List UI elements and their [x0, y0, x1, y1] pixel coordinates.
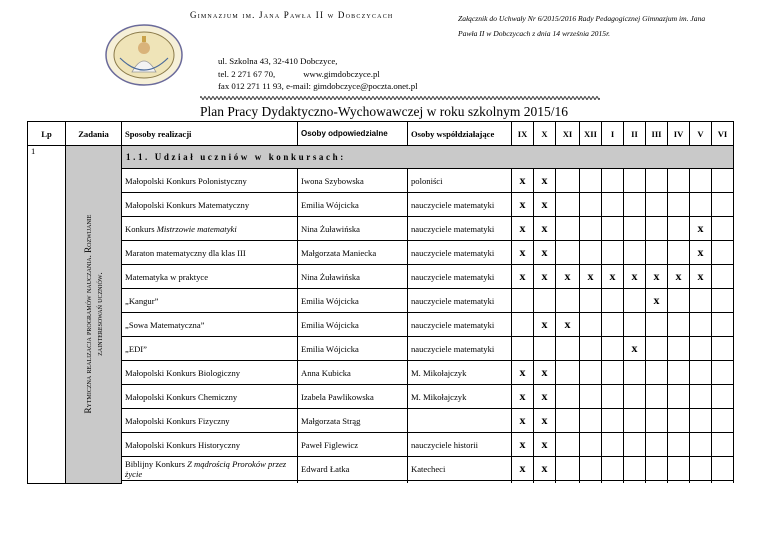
month-cell-IX: x	[512, 457, 534, 481]
sposob-emphasis: Z mądrością Proroków przez życie	[125, 458, 287, 479]
month-cell-VI	[712, 193, 734, 217]
sposob-cell	[122, 289, 298, 313]
odpowiedzialny-cell: Małgorzata Maniecka	[298, 241, 408, 265]
month-cell-X	[534, 337, 556, 361]
month-cell-II	[624, 409, 646, 433]
month-cell-IV: x	[668, 265, 690, 289]
month-cell-X: x	[534, 457, 556, 481]
wspoldzialajacy-cell: nauczyciele matematyki	[408, 193, 512, 217]
month-cell-I	[602, 289, 624, 313]
month-cell-IV	[668, 289, 690, 313]
month-cell-XII	[580, 457, 602, 481]
month-cell-XI	[556, 433, 580, 457]
month-cell-II	[624, 289, 646, 313]
month-cell-I	[602, 169, 624, 193]
sposob-cell	[122, 361, 298, 385]
sposob-text: Maraton matematyczny dla klas III	[125, 247, 246, 258]
month-cell-XII	[580, 289, 602, 313]
website-link[interactable]: www.gimdobczyce.pl	[303, 68, 380, 79]
month-cell-IX: x	[512, 361, 534, 385]
sposob-text: Małopolski Konkurs Biologiczny	[125, 367, 241, 378]
sposob-cell	[122, 337, 298, 361]
month-cell-X: x	[534, 433, 556, 457]
empty-cell	[580, 481, 602, 484]
zadania-cell	[66, 146, 122, 484]
sposob-text: Małopolski Konkurs Chemiczny	[125, 391, 238, 402]
month-cell-V	[690, 193, 712, 217]
empty-cell	[690, 481, 712, 484]
month-cell-V: x	[690, 217, 712, 241]
month-cell-V: x	[690, 265, 712, 289]
odpowiedzialny-cell: Emilia Wójcicka	[298, 313, 408, 337]
sposob-cell	[122, 313, 298, 337]
table-row	[28, 385, 734, 409]
section-row	[28, 146, 734, 169]
month-cell-VI	[712, 241, 734, 265]
empty-cell	[408, 481, 512, 484]
month-cell-XII	[580, 241, 602, 265]
odpowiedzialny-cell: Izabela Pawlikowska	[298, 385, 408, 409]
sposob-cell	[122, 217, 298, 241]
month-cell-XI	[556, 385, 580, 409]
month-cell-II	[624, 385, 646, 409]
empty-cell	[512, 481, 534, 484]
sposob-cell	[122, 169, 298, 193]
month-cell-II	[624, 313, 646, 337]
month-cell-XI: x	[556, 265, 580, 289]
month-cell-III	[646, 241, 668, 265]
odpowiedzialny-cell: Emilia Wójcicka	[298, 337, 408, 361]
month-cell-I	[602, 217, 624, 241]
month-cell-XI	[556, 241, 580, 265]
month-cell-XII	[580, 385, 602, 409]
month-cell-I	[602, 193, 624, 217]
month-cell-V	[690, 361, 712, 385]
header-month: XII	[580, 122, 602, 146]
month-cell-IV	[668, 457, 690, 481]
empty-cell	[712, 481, 734, 484]
month-cell-III: x	[646, 265, 668, 289]
table-row	[28, 265, 734, 289]
month-cell-XI	[556, 361, 580, 385]
fax-email: fax 012 271 11 93, e-mail: gimdobczyce@poczta.onet.pl	[218, 81, 418, 91]
month-cell-IX	[512, 313, 534, 337]
month-cell-VI	[712, 169, 734, 193]
month-cell-II	[624, 169, 646, 193]
header-odpowiedzialne: Osoby odpowiedzialne	[298, 122, 408, 146]
empty-cell	[668, 481, 690, 484]
month-cell-III	[646, 385, 668, 409]
month-cell-XII	[580, 361, 602, 385]
month-cell-VI	[712, 433, 734, 457]
odpowiedzialny-cell: Emilia Wójcicka	[298, 289, 408, 313]
wspoldzialajacy-cell: nauczyciele matematyki	[408, 241, 512, 265]
wspoldzialajacy-cell: nauczyciele historii	[408, 433, 512, 457]
wspoldzialajacy-cell: nauczyciele matematyki	[408, 337, 512, 361]
month-cell-III	[646, 361, 668, 385]
month-cell-III	[646, 337, 668, 361]
month-cell-XII	[580, 169, 602, 193]
month-cell-I	[602, 361, 624, 385]
month-cell-VI	[712, 361, 734, 385]
month-cell-X: x	[534, 241, 556, 265]
wspoldzialajacy-cell	[408, 409, 512, 433]
zadania-line-1: Rytmiczna realizacja programów nauczania. Rozwijanie	[82, 214, 93, 414]
odpowiedzialny-cell: Nina Żuławińska	[298, 217, 408, 241]
month-cell-II: x	[624, 265, 646, 289]
sposob-text: Małopolski Konkurs Historyczny	[125, 439, 241, 450]
table-row	[28, 289, 734, 313]
month-cell-II	[624, 217, 646, 241]
sposob-cell	[122, 409, 298, 433]
annex-note	[458, 11, 758, 41]
annex-line-2: Pawła II w Dobczycach z dnia 14 września 2015r.	[458, 29, 611, 38]
odpowiedzialny-cell: Edward Łatka	[298, 457, 408, 481]
month-cell-X: x	[534, 217, 556, 241]
sposob-text: „Sowa Matematyczna”	[125, 319, 205, 330]
month-cell-I	[602, 337, 624, 361]
month-cell-IV	[668, 193, 690, 217]
month-cell-IV	[668, 385, 690, 409]
header-wspoldzialajace: Osoby współdziałające	[408, 122, 512, 146]
sposob-cell	[122, 241, 298, 265]
month-cell-V	[690, 289, 712, 313]
month-cell-V	[690, 313, 712, 337]
address-block	[218, 55, 418, 93]
month-cell-XI	[556, 169, 580, 193]
month-cell-X: x	[534, 385, 556, 409]
month-cell-XII: x	[580, 265, 602, 289]
header-month: II	[624, 122, 646, 146]
sposob-text: Konkurs	[125, 223, 157, 234]
empty-cell	[122, 481, 298, 484]
month-cell-IV	[668, 337, 690, 361]
month-cell-IX: x	[512, 169, 534, 193]
month-cell-XII	[580, 193, 602, 217]
month-cell-I	[602, 241, 624, 265]
month-cell-III	[646, 169, 668, 193]
sposob-cell	[122, 385, 298, 409]
month-cell-XI	[556, 337, 580, 361]
zadania-line-2: zainteresowań uczniów.	[93, 272, 104, 357]
month-cell-X: x	[534, 409, 556, 433]
annex-line-1: Załącznik do Uchwały Nr 6/2015/2016 Rady Pedagogicznej Gimnazjum im. Jana	[458, 14, 706, 23]
header-month: I	[602, 122, 624, 146]
sposob-text: Biblijny Konkurs	[125, 458, 188, 469]
wspoldzialajacy-cell: Katecheci	[408, 457, 512, 481]
sposob-text: Matematyka w praktyce	[125, 271, 209, 282]
month-cell-IX: x	[512, 433, 534, 457]
month-cell-IV	[668, 361, 690, 385]
wspoldzialajacy-cell: nauczyciele matematyki	[408, 265, 512, 289]
wavy-divider	[200, 95, 600, 101]
school-name: Gimnazjum im. Jana Pawła II w Dobczycach	[190, 10, 394, 20]
header-month: VI	[712, 122, 734, 146]
month-cell-III: x	[646, 289, 668, 313]
month-cell-III	[646, 457, 668, 481]
month-cell-IV	[668, 217, 690, 241]
month-cell-X: x	[534, 193, 556, 217]
month-cell-III	[646, 313, 668, 337]
empty-cell	[556, 481, 580, 484]
month-cell-V	[690, 457, 712, 481]
header-lp: Lp	[28, 122, 66, 146]
table-header-row	[28, 122, 734, 146]
month-cell-XI	[556, 289, 580, 313]
month-cell-IV	[668, 241, 690, 265]
odpowiedzialny-cell: Paweł Figlewicz	[298, 433, 408, 457]
month-cell-VI	[712, 337, 734, 361]
empty-cell	[534, 481, 556, 484]
header-zadania: Zadania	[66, 122, 122, 146]
odpowiedzialny-cell: Nina Żuławińska	[298, 265, 408, 289]
month-cell-XI	[556, 457, 580, 481]
header-month: X	[534, 122, 556, 146]
month-cell-V	[690, 409, 712, 433]
month-cell-III	[646, 433, 668, 457]
month-cell-I	[602, 313, 624, 337]
table-row	[28, 169, 734, 193]
wspoldzialajacy-cell: M. Mikołajczyk	[408, 385, 512, 409]
wspoldzialajacy-cell: M. Mikołajczyk	[408, 361, 512, 385]
month-cell-II	[624, 361, 646, 385]
sposob-text: Małopolski Konkurs Matematyczny	[125, 199, 250, 210]
month-cell-I	[602, 385, 624, 409]
empty-cell	[298, 481, 408, 484]
month-cell-VI	[712, 289, 734, 313]
month-cell-III	[646, 409, 668, 433]
wspoldzialajacy-cell: nauczyciele matematyki	[408, 217, 512, 241]
table-row	[28, 361, 734, 385]
table-row	[28, 457, 734, 481]
month-cell-III	[646, 193, 668, 217]
month-cell-IV	[668, 169, 690, 193]
month-cell-II: x	[624, 337, 646, 361]
month-cell-IX: x	[512, 217, 534, 241]
month-cell-IX	[512, 289, 534, 313]
plan-title: Plan Pracy Dydaktyczno-Wychowawczej w roku szkolnym 2015/16	[199, 104, 569, 119]
month-cell-XI	[556, 193, 580, 217]
sposob-text: Małopolski Konkurs Fizyczny	[125, 415, 230, 426]
table-row	[28, 241, 734, 265]
table-row	[28, 313, 734, 337]
month-cell-XI	[556, 217, 580, 241]
empty-cell	[646, 481, 668, 484]
month-cell-II	[624, 433, 646, 457]
month-cell-X: x	[534, 313, 556, 337]
month-cell-III	[646, 217, 668, 241]
sposob-cell	[122, 265, 298, 289]
plan-table	[27, 121, 734, 484]
sposob-cell	[122, 193, 298, 217]
table-row	[28, 409, 734, 433]
odpowiedzialny-cell: Emilia Wójcicka	[298, 193, 408, 217]
month-cell-X	[534, 289, 556, 313]
month-cell-I	[602, 409, 624, 433]
empty-cell	[624, 481, 646, 484]
month-cell-I: x	[602, 265, 624, 289]
month-cell-XI	[556, 409, 580, 433]
month-cell-V	[690, 385, 712, 409]
month-cell-V	[690, 433, 712, 457]
sposob-cell	[122, 457, 298, 481]
month-cell-II	[624, 457, 646, 481]
odpowiedzialny-cell: Małgorzata Strąg	[298, 409, 408, 433]
month-cell-V: x	[690, 241, 712, 265]
month-cell-V	[690, 169, 712, 193]
month-cell-X: x	[534, 169, 556, 193]
month-cell-IX: x	[512, 241, 534, 265]
odpowiedzialny-cell: Iwona Szybowska	[298, 169, 408, 193]
month-cell-VI	[712, 385, 734, 409]
month-cell-XII	[580, 217, 602, 241]
month-cell-IV	[668, 433, 690, 457]
month-cell-VI	[712, 265, 734, 289]
table-row	[28, 337, 734, 361]
section-title: 1.1. Udział uczniów w konkursach:	[122, 146, 734, 169]
empty-cell	[602, 481, 624, 484]
sposob-cell	[122, 433, 298, 457]
month-cell-XI: x	[556, 313, 580, 337]
month-cell-VI	[712, 313, 734, 337]
month-cell-IX: x	[512, 385, 534, 409]
sposob-text: „EDI”	[125, 343, 147, 354]
wspoldzialajacy-cell: nauczyciele matematyki	[408, 313, 512, 337]
header-sposoby: Sposoby realizacji	[122, 122, 298, 146]
phone: tel. 2 271 67 70,	[218, 68, 276, 79]
sposob-text: „Kangur”	[125, 295, 159, 306]
table-row	[28, 217, 734, 241]
header-month: III	[646, 122, 668, 146]
address-line: ul. Szkolna 43, 32-410 Dobczyce,	[218, 56, 338, 66]
header-month: V	[690, 122, 712, 146]
lp-cell: 1	[28, 146, 66, 484]
month-cell-IX: x	[512, 409, 534, 433]
month-cell-XII	[580, 409, 602, 433]
table-row	[28, 433, 734, 457]
sposob-emphasis: Mistrzowie matematyki	[156, 223, 237, 234]
month-cell-X: x	[534, 265, 556, 289]
month-cell-VI	[712, 409, 734, 433]
school-emblem-icon	[100, 20, 188, 90]
month-cell-VI	[712, 457, 734, 481]
month-cell-I	[602, 457, 624, 481]
month-cell-XII	[580, 313, 602, 337]
month-cell-V	[690, 337, 712, 361]
month-cell-II	[624, 241, 646, 265]
month-cell-XII	[580, 337, 602, 361]
month-cell-VI	[712, 217, 734, 241]
month-cell-X: x	[534, 361, 556, 385]
month-cell-IV	[668, 313, 690, 337]
sposob-text: Małopolski Konkurs Polonistyczny	[125, 175, 247, 186]
table-row	[28, 193, 734, 217]
odpowiedzialny-cell: Anna Kubicka	[298, 361, 408, 385]
month-cell-IV	[668, 409, 690, 433]
month-cell-II	[624, 193, 646, 217]
header-month: IX	[512, 122, 534, 146]
table-row-empty	[28, 481, 734, 484]
month-cell-I	[602, 433, 624, 457]
header-month: IV	[668, 122, 690, 146]
month-cell-IX: x	[512, 193, 534, 217]
month-cell-XII	[580, 433, 602, 457]
month-cell-IX	[512, 337, 534, 361]
wspoldzialajacy-cell: poloniści	[408, 169, 512, 193]
header-month: XI	[556, 122, 580, 146]
wspoldzialajacy-cell: nauczyciele matematyki	[408, 289, 512, 313]
month-cell-IX: x	[512, 265, 534, 289]
